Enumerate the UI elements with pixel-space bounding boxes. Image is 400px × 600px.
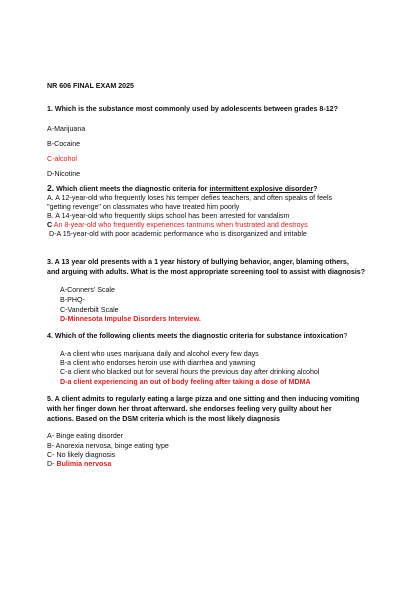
question-2-term: intermittent explosive disorder xyxy=(209,185,314,193)
q2-option-a-line2: "getting revenge" on classmates who have treated him poorly xyxy=(47,203,240,211)
q4-option-d-answer: D-a client experiencing an out of body feeling after taking a dose of MDMA xyxy=(60,378,311,386)
q2-option-a-line1: A. A 12-year-old who frequently loses his temper defies teachers, and often speaks of feels xyxy=(47,194,333,202)
exam-title: NR 606 FINAL EXAM 2025 xyxy=(47,82,134,90)
q5-option-d-answer xyxy=(47,460,111,469)
question-2-number: 2. xyxy=(47,183,55,193)
q4-option-c: C-a client who blacked out for several hours the previous day after drinking alcohol xyxy=(60,368,320,376)
q5-option-a: A- Binge eating disorder xyxy=(47,432,124,440)
q3-option-b: B-PHQ- xyxy=(60,296,85,304)
question-4-mark: ? xyxy=(343,332,348,340)
q4-option-a: A-a client who uses marijuana daily and alcohol every few days xyxy=(60,350,259,358)
question-4-text: 4. Which of the following clients meets the diagnostic criteria for substance intoxication xyxy=(47,332,344,340)
q1-option-d: D-Nicotine xyxy=(47,170,81,178)
question-5-line3: actions. Based on the DSM criteria which is the most likely diagnosis xyxy=(47,415,280,423)
q3-option-d-answer: D-Minnesota Impulse Disorders Interview. xyxy=(60,315,201,323)
q2-option-c-answer xyxy=(47,221,308,230)
q2-option-c-text: An 8-year-old who frequently experiences tantrums when frustrated and destroys xyxy=(53,221,308,229)
question-5-line1: 5. A client admits to regularly eating a large pizza and one sitting and then inducing vomiting xyxy=(47,395,360,403)
question-5-line2: with her finger down her throat afterward. she endorses feeling very guilty about her xyxy=(47,405,332,413)
q5-option-b: B- Anorexia nervosa, binge eating type xyxy=(47,442,169,450)
question-3-line2: and arguing with adults. What is the most appropriate screening tool to assist with diagnosis? xyxy=(47,268,366,276)
q3-option-c: C-Vanderbilt Scale xyxy=(60,306,119,314)
q2-option-c-letter: C xyxy=(47,221,53,229)
q3-option-a: A-Conners’ Scale xyxy=(60,286,115,294)
question-4 xyxy=(47,332,347,341)
question-3-line1: 3. A 13 year old presents with a 1 year history of bullying behavior, anger, blaming others, xyxy=(47,258,349,266)
q4-option-b: B-a client who endorses heroin use with diarrhea and yawning xyxy=(60,359,256,367)
q1-option-a: A-Marijuana xyxy=(47,125,86,133)
q5-option-c: C- No likely diagnosis xyxy=(47,451,116,459)
q5-option-d-text: Bulimia nervosa xyxy=(56,460,112,468)
q2-option-d: D-A 15-year-old with poor academic performance who is disorganized and irritable xyxy=(49,230,307,238)
question-2 xyxy=(47,184,317,194)
q2-option-b: B. A 14-year-old who frequently skips school has been arrested for vandalism xyxy=(47,212,290,220)
q5-option-d-prefix: D- xyxy=(47,460,57,468)
q1-option-c-answer: C-alcohol xyxy=(47,155,77,163)
question-2-text: Which client meets the diagnostic criteria for xyxy=(56,185,210,193)
q1-option-b: B-Cocaine xyxy=(47,140,81,148)
question-2-mark: ? xyxy=(313,185,318,193)
question-1: 1. Which is the substance most commonly used by adolescents between grades 8-12? xyxy=(47,105,338,113)
